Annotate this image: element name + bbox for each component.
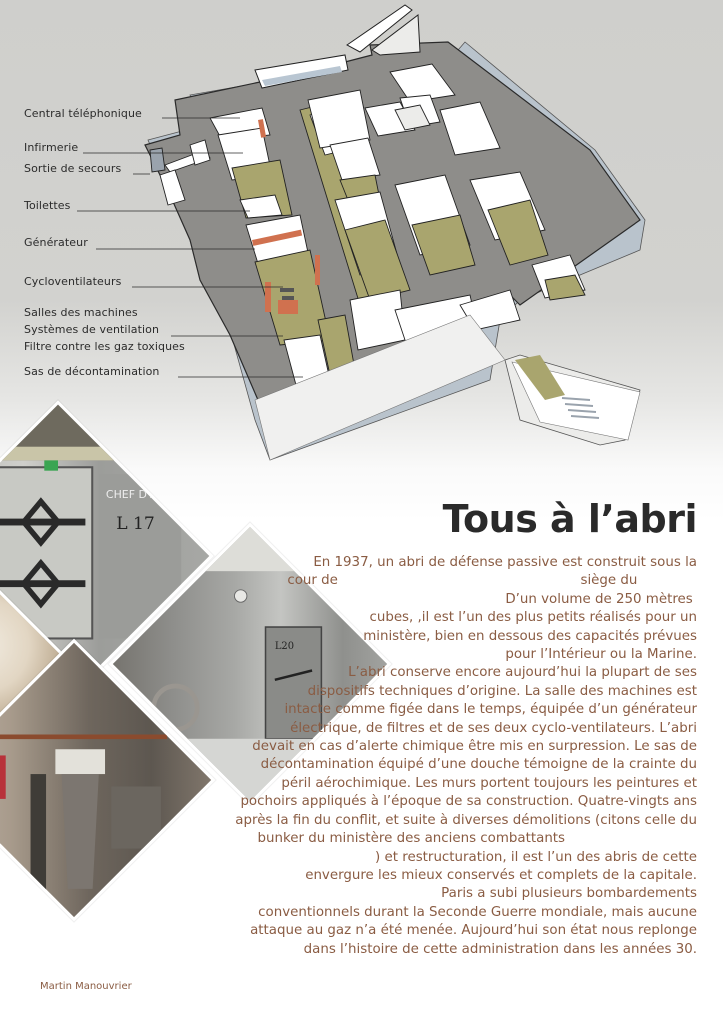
body-line: D’un volume de 250 mètres <box>505 591 697 607</box>
body-line: cour de siège du <box>287 573 697 589</box>
label-generateur: Générateur <box>24 236 88 249</box>
body-line: En 1937, un abri de défense passive est construit sous la <box>313 555 697 570</box>
label-systemes-de-ventilation: Systèmes de ventilation <box>24 323 160 336</box>
label-sas-de-decontamination: Sas de décontamination <box>24 365 160 378</box>
body-line: pochoirs appliqués à l’époque de sa construction. Quatre-vingts ans <box>240 794 697 810</box>
body-line: envergure les mieux conservés et complets de la capitale. <box>305 867 697 883</box>
article-title: Tous à l’abri <box>442 497 697 541</box>
body-line: intacte comme figée dans le temps, équipée d’un générateur <box>284 702 697 718</box>
article-body <box>217 554 697 959</box>
label-cycloventilateurs: Cycloventilateurs <box>24 275 122 288</box>
body-line: Paris a subi plusieurs bombardements <box>441 886 697 902</box>
body-line: attaque au gaz n’a été menée. Aujourd’hui son état nous replonge <box>250 923 697 939</box>
body-line: après la fin du conflit, et suite à diverses démolitions (citons celle du <box>235 812 697 828</box>
body-line: péril aérochimique. Les murs portent toujours les peintures et <box>281 775 697 791</box>
label-sortie-de-secours: Sortie de secours <box>24 162 122 175</box>
body-line: L’abri conserve encore aujourd’hui la plupart de ses <box>348 665 697 681</box>
label-filtre-gaz-toxiques: Filtre contre les gaz toxiques <box>24 340 185 353</box>
body-line: électrique, de filtres et de ses deux cyclo-ventilateurs. L’abri <box>290 720 697 736</box>
author-credit: Martin Manouvrier <box>40 981 132 992</box>
svg-text:L20: L20 <box>274 640 295 652</box>
body-line: ) et restructuration, il est l’un des abris de cette <box>375 849 697 865</box>
body-line: devait en cas d’alerte chimique être mis en surpression. Le sas de <box>252 739 697 755</box>
body-line: conventionnels durant la Seconde Guerre mondiale, mais aucune <box>258 904 697 920</box>
label-central-telephonique: Central téléphonique <box>24 107 142 120</box>
body-line: dispositifs techniques d’origine. La salle des machines est <box>307 683 697 699</box>
body-line: dans l’histoire de cette administration dans les années 30. <box>303 941 697 957</box>
body-line: décontamination équipé d’une douche témoigne de la crainte du <box>260 757 697 773</box>
svg-text:L 17: L 17 <box>116 513 155 534</box>
label-infirmerie: Infirmerie <box>24 141 79 154</box>
body-line: bunker du ministère des anciens combattants <box>257 831 697 847</box>
label-toilettes: Toilettes <box>24 199 71 212</box>
body-line: ministère, bien en dessous des capacités prévues <box>363 628 697 644</box>
body-line: pour l’Intérieur ou la Marine. <box>505 647 697 663</box>
label-salles-des-machines: Salles des machines <box>24 306 138 319</box>
body-line: cubes, ,il est l’un des plus petits réalisés pour un <box>369 610 697 626</box>
chef-dabri-stencil: CHEF D'ABRI <box>105 487 176 501</box>
